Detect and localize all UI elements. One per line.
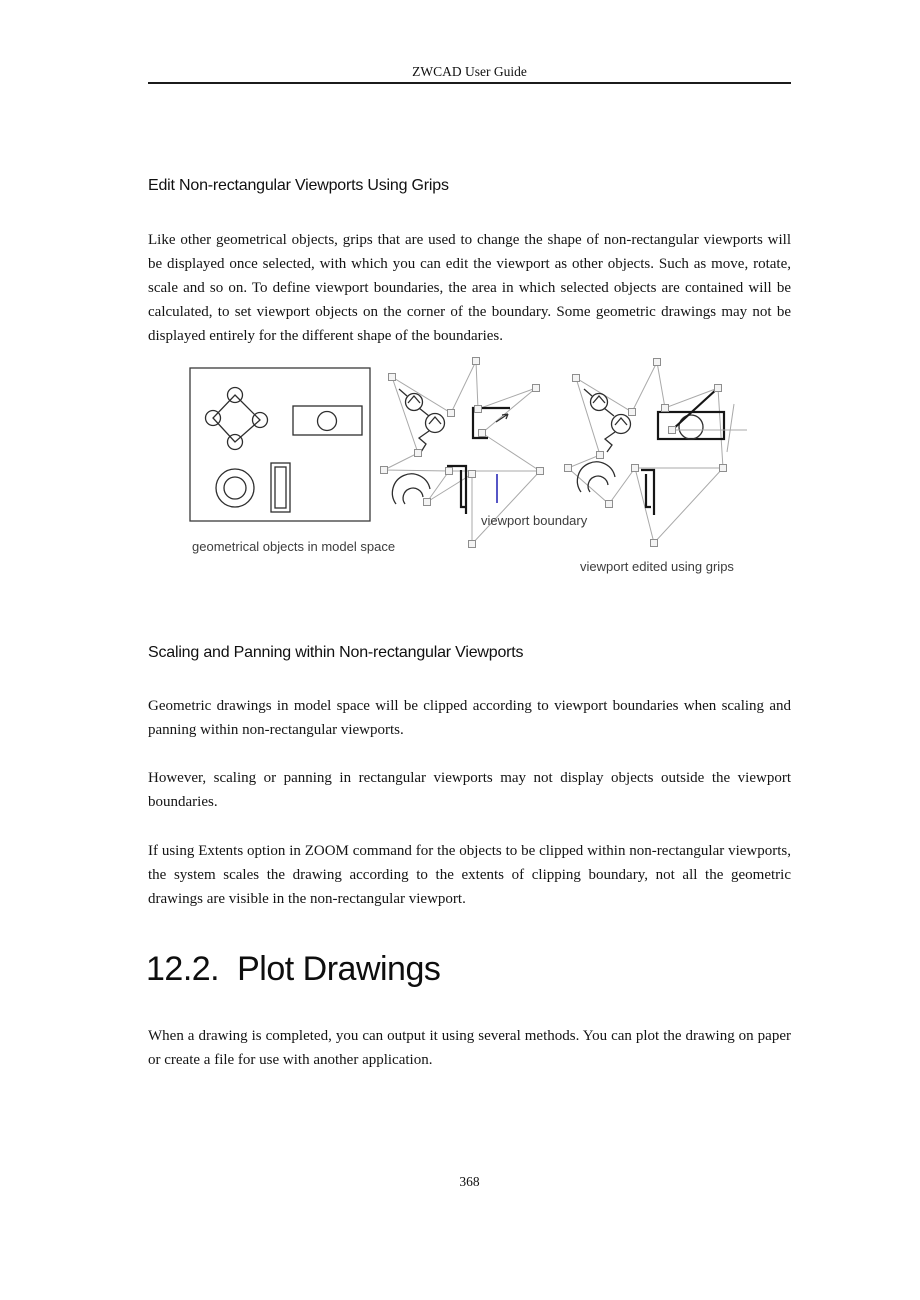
figure-caption-viewport-boundary: viewport boundary: [481, 513, 588, 528]
paragraph-scaling-2: However, scaling or panning in rectangular viewports may not display objects outside the viewport boundaries.: [148, 770, 791, 810]
section-title: Plot Drawings: [237, 950, 441, 988]
edited-viewport-star: [565, 359, 748, 547]
model-space-drawing: [190, 368, 370, 521]
grip-handles: [565, 359, 727, 547]
page-number: 368: [459, 1174, 480, 1189]
viewport-figure: [185, 352, 760, 580]
paragraph-scaling-3: If using Extents option in ZOOM command for the objects to be clipped within non-rectangular viewports, the system scales the drawing according to the extents of clipping boundary, not all the geometric drawings are visible in the non-rectangular viewport.: [148, 843, 791, 907]
figure-caption-edited-grips: viewport edited using grips: [580, 559, 734, 574]
heading-plot-drawings: [146, 950, 440, 989]
header-rule: [148, 82, 791, 84]
paragraph-edit-grips: Like other geometrical objects, grips that are used to change the shape of non-rectangular viewports will be displayed once selected, with which you can edit the viewport as other objects. Such as move, rotate, scale and so on. To define viewport boundaries, the area in which selected objects are contained will be calculated, to set viewport objects on the corner of the boundary. Some geometric drawings may not be displayed entirely for the different shape of the boundaries.: [148, 232, 791, 344]
paragraph-scaling-1: Geometric drawings in model space will be clipped according to viewport boundaries when scaling and panning within non-rectangular viewports.: [148, 698, 791, 738]
figure-caption-model-space: geometrical objects in model space: [192, 539, 396, 554]
header-title: ZWCAD User Guide: [412, 64, 527, 79]
paragraph-plot-drawings: When a drawing is completed, you can output it using several methods. You can plot the drawing on paper or create a file for use with another application.: [148, 1028, 791, 1068]
section-number: 12.2.: [146, 950, 220, 988]
heading-edit-viewports: Edit Non-rectangular Viewports Using Grips: [148, 177, 449, 194]
heading-scaling-panning: Scaling and Panning within Non-rectangular Viewports: [148, 644, 524, 661]
